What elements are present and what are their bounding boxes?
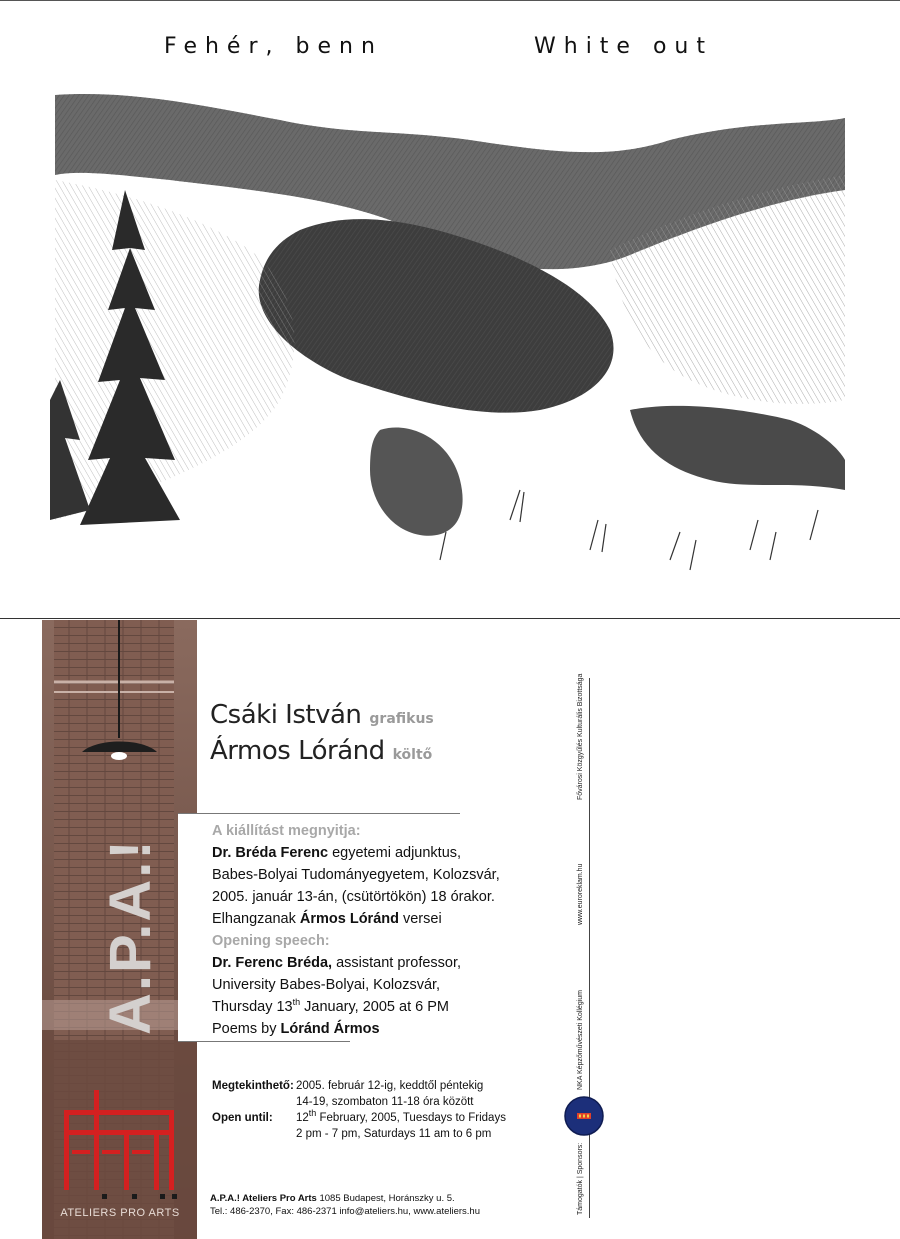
vertical-brand: A.P.A.! [98, 838, 163, 1035]
poems-line-en [212, 1018, 542, 1040]
hours-en-b: February, 2005, Tuesdays to Fridays [316, 1112, 506, 1124]
poet-name-en: Lóránd Ármos [280, 1021, 380, 1037]
opening-text [212, 820, 542, 1040]
date-line-en [212, 996, 542, 1018]
hours-value-en-1 [296, 1110, 506, 1126]
sponsor-fovarosi: Fővárosi Közgyűlés Kulturális Bizottsága [577, 673, 584, 800]
venue-address [210, 1192, 480, 1218]
date-en-b: January, 2005 at 6 PM [300, 999, 449, 1015]
hours-value-en-2: 2 pm - 7 pm, Saturdays 11 am to 6 pm [296, 1128, 492, 1140]
sponsors-label: Támogatók | Sponsors: [577, 1142, 584, 1215]
hours-row-hu-1 [212, 1078, 506, 1094]
university-line-hu: Babes-Bolyai Tudományegyetem, Kolozsvár, [212, 867, 500, 883]
title-english: White out [534, 34, 713, 59]
hours-row-en-1 [212, 1110, 506, 1126]
hours-value-hu-2: 14-19, szombaton 11-18 óra között [296, 1096, 474, 1108]
poems-prefix-hu: Elhangzanak [212, 911, 300, 927]
opening-rule-bottom [178, 1041, 350, 1042]
hours-row-hu-2 [212, 1094, 506, 1110]
poems-line-hu [212, 908, 542, 930]
opening-rule-top [178, 813, 460, 814]
title-hungarian: Fehér, benn [164, 34, 383, 59]
poems-prefix-en: Poems by [212, 1021, 281, 1037]
hours-value-hu-1: 2005. február 12-ig, keddtől péntekig [296, 1080, 484, 1092]
speaker-line-hu [212, 842, 542, 864]
landscape-drawing [50, 80, 845, 615]
address-line-1 [210, 1192, 480, 1205]
card-divider [0, 618, 900, 619]
artist-line-1 [210, 700, 434, 730]
artist-role: grafikus [369, 711, 434, 727]
artist-role: költő [392, 747, 433, 763]
speaker-name-en: Dr. Ferenc Bréda, [212, 955, 333, 971]
speaker-name-hu: Dr. Bréda Ferenc [212, 845, 329, 861]
opening-heading-hu: A kiállítást megnyitja: [212, 823, 361, 839]
university-line-en: University Babes-Bolyai, Kolozsvár, [212, 977, 441, 993]
hours-en-a: 12 [296, 1112, 309, 1124]
hours-label-en: Open until: [212, 1112, 273, 1124]
venue-contact: Tel.: 486-2370, Fax: 486-2371 info@ateliers.hu, www.ateliers.hu [210, 1206, 480, 1217]
venue-street: 1085 Budapest, Horánszky u. 5. [316, 1193, 455, 1204]
artists-block [210, 700, 434, 766]
top-border [0, 0, 900, 1]
date-en-sup: th [292, 997, 301, 1008]
sponsor-euroreklam: www.euroreklam.hu [577, 863, 584, 925]
hours-en-sup: th [308, 1108, 317, 1119]
speaker-line-en [212, 952, 542, 974]
venue-name: A.P.A.! Ateliers Pro Arts [210, 1193, 317, 1204]
poems-suffix-hu: versei [398, 911, 442, 927]
opening-hours [212, 1078, 506, 1142]
sponsor-logo-icon [564, 1096, 604, 1136]
hours-row-en-2 [212, 1126, 506, 1142]
sponsor-rule [589, 678, 590, 1218]
poet-name-hu: Ármos Lóránd [299, 911, 399, 927]
sponsor-nka: NKA Képzőművészeti Kollégium [577, 990, 584, 1090]
artist-line-2 [210, 736, 434, 766]
date-line-hu: 2005. január 13-án, (csütörtökön) 18 órakor. [212, 889, 495, 905]
chimney-photo-strip [42, 620, 197, 1239]
opening-heading-en: Opening speech: [212, 933, 330, 949]
hours-label-hu: Megtekinthető: [212, 1080, 294, 1092]
artist-name: Ármos Lóránd [210, 736, 385, 766]
speaker-title-en: assistant professor, [332, 955, 462, 971]
speaker-title-hu: egyetemi adjunktus, [328, 845, 462, 861]
artist-name: Csáki István [210, 700, 362, 730]
date-en-a: Thursday 13 [212, 999, 293, 1015]
logo-caption: ATELIERS PRO ARTS [60, 1207, 180, 1219]
